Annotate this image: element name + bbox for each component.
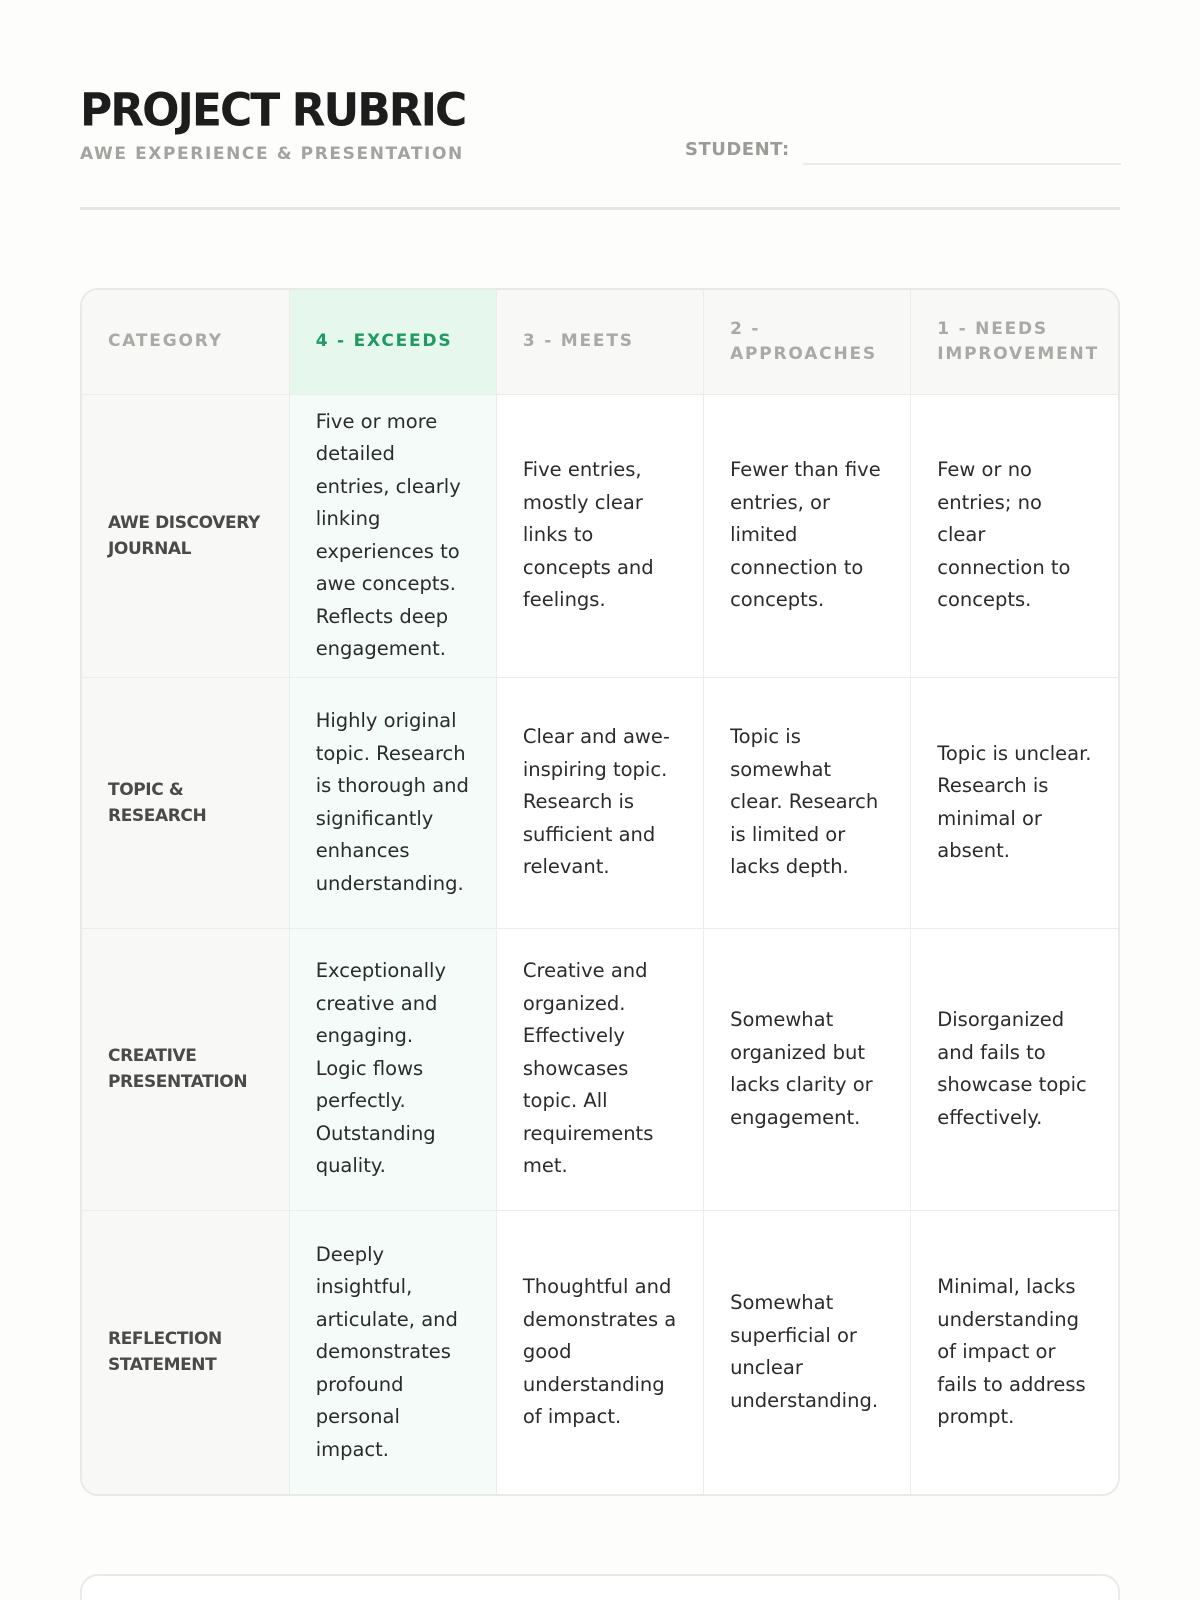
student-label: STUDENT: bbox=[685, 139, 790, 160]
cell-approaches: Fewer than five entries, or limited connection to concepts. bbox=[704, 394, 911, 677]
cell-needs-improvement: Topic is unclear. Research is minimal or absent. bbox=[911, 677, 1118, 928]
page-subtitle: AWE EXPERIENCE & PRESENTATION bbox=[80, 144, 464, 164]
column-header-needs-improvement: 1 - NEEDS IMPROVEMENT bbox=[911, 290, 1118, 394]
cell-exceeds: Five or more detailed entries, clearly linking experiences to awe concepts. Reflects deep engagement. bbox=[289, 394, 496, 677]
rubric-table-card bbox=[80, 288, 1120, 1496]
cell-exceeds: Highly original topic. Research is thorough and significantly enhances understanding. bbox=[289, 677, 496, 928]
rubric-row bbox=[82, 1210, 1118, 1494]
cell-needs-improvement: Minimal, lacks understanding of impact or fails to address prompt. bbox=[937, 1275, 1086, 1428]
row-category: REFLECTION STATEMENT bbox=[82, 1210, 289, 1494]
column-header-exceeds: 4 - EXCEEDS bbox=[289, 290, 496, 394]
cell-approaches: Topic is somewhat clear. Research is limited or lacks depth. bbox=[704, 677, 911, 928]
cell-approaches: Somewhat organized but lacks clarity or engagement. bbox=[704, 928, 911, 1210]
row-category: TOPIC & RESEARCH bbox=[82, 677, 289, 928]
cell-meets: Five entries, mostly clear links to concepts and feelings. bbox=[496, 394, 703, 677]
cell-exceeds: Exceptionally creative and engaging. Logic flows perfectly. Outstanding quality. bbox=[289, 928, 496, 1210]
rubric-row bbox=[82, 394, 1118, 677]
page-header bbox=[80, 83, 1120, 210]
rubric-header-row bbox=[82, 290, 1118, 394]
cell-approaches: Somewhat superficial or unclear understanding. bbox=[704, 1210, 911, 1494]
page-title: PROJECT RUBRIC bbox=[80, 83, 466, 137]
column-header-meets: 3 - MEETS bbox=[496, 290, 703, 394]
next-section-card bbox=[80, 1574, 1120, 1600]
row-category: AWE DISCOVERY JOURNAL bbox=[82, 394, 289, 677]
rubric-table bbox=[82, 290, 1118, 1494]
column-header-category: CATEGORY bbox=[82, 290, 289, 394]
cell-meets: Thoughtful and demonstrates a good understanding of impact. bbox=[496, 1210, 703, 1494]
rubric-row bbox=[82, 928, 1118, 1210]
cell-exceeds: Deeply insightful, articulate, and demonstrates profound personal impact. bbox=[289, 1210, 496, 1494]
cell-needs-improvement: Disorganized and fails to showcase topic effectively. bbox=[911, 928, 1118, 1210]
cell-meets: Creative and organized. Effectively showcases topic. All requirements met. bbox=[496, 928, 703, 1210]
row-category: CREATIVE PRESENTATION bbox=[82, 928, 289, 1210]
rubric-row bbox=[82, 677, 1118, 928]
cell-needs-improvement: Few or no entries; no clear connection to concepts. bbox=[911, 394, 1118, 677]
column-header-approaches: 2 - APPROACHES bbox=[704, 290, 911, 394]
student-name-field[interactable] bbox=[803, 163, 1121, 165]
cell-meets: Clear and awe-inspiring topic. Research is sufficient and relevant. bbox=[496, 677, 703, 928]
